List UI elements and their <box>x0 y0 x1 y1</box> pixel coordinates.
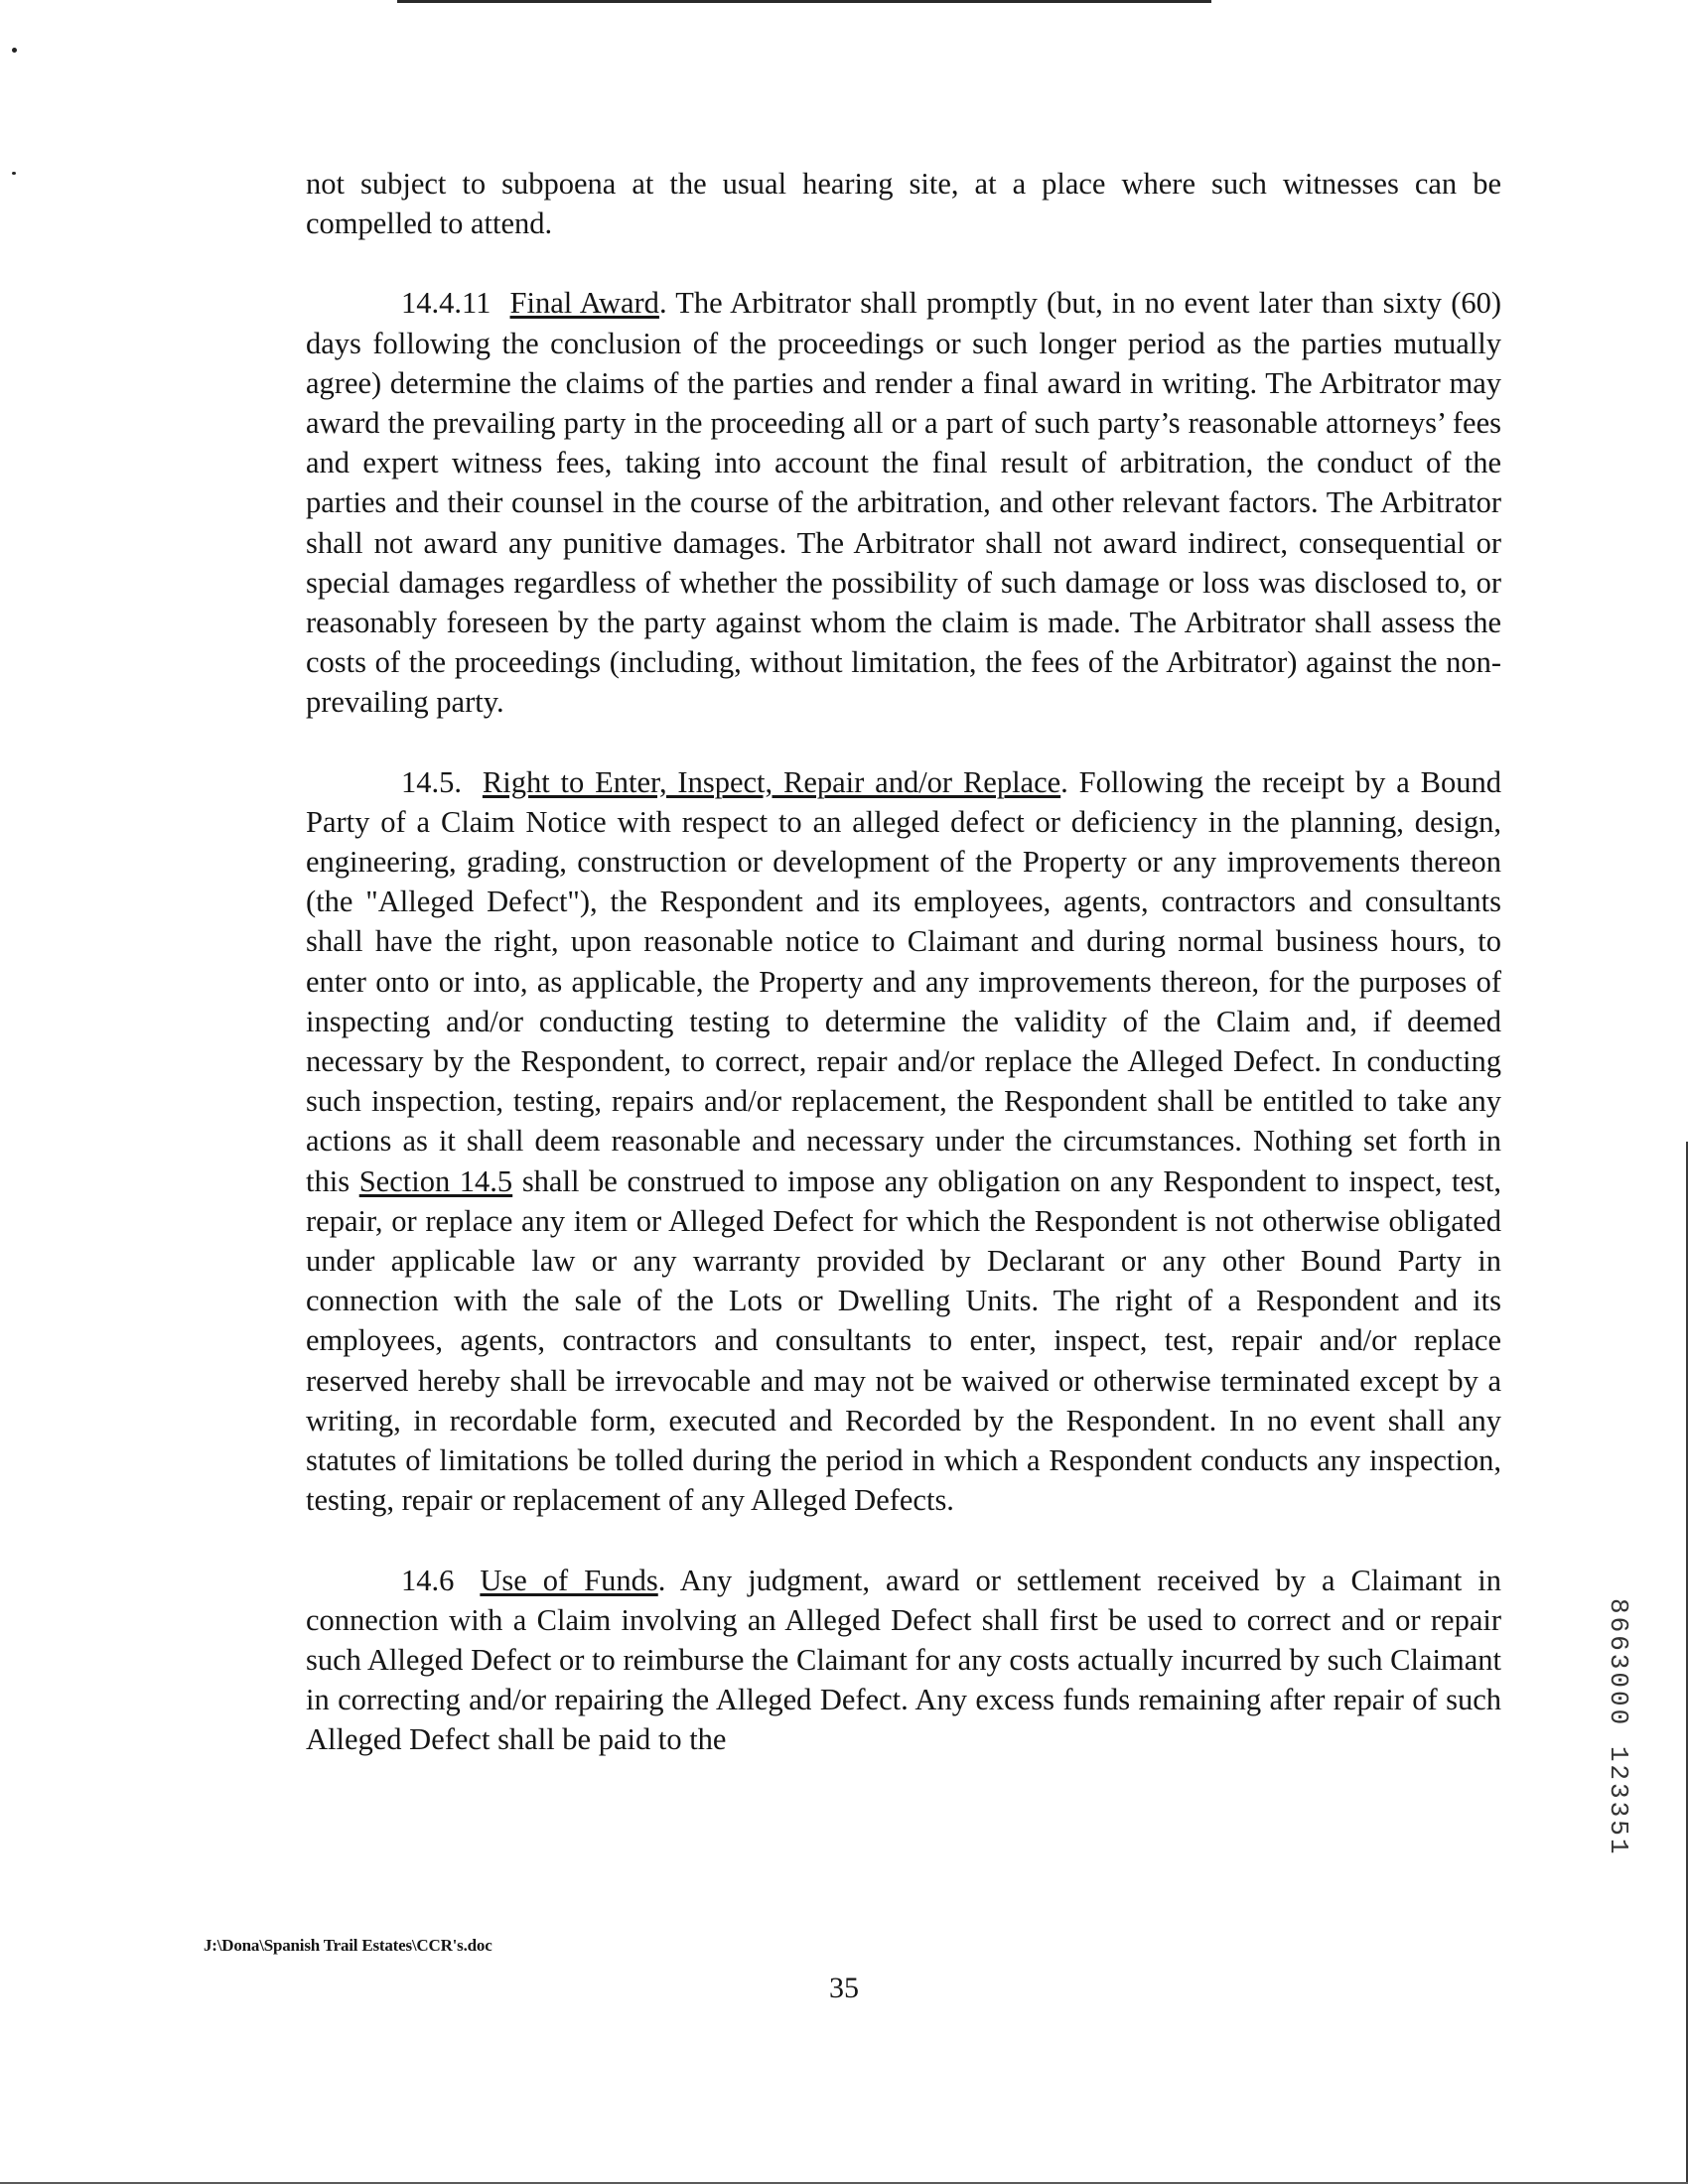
bates-number: 8663000 123351 <box>1604 1598 1633 1857</box>
opening-paragraph: not subject to subpoena at the usual hearing site, at a place where such witnesses can be compelled to attend. <box>306 167 1501 241</box>
section-title: Final Award <box>509 286 659 321</box>
section-14-5: 14.5. Right to Enter, Inspect, Repair and/or Replace. Following the receipt by a Bound Party of a Claim Notice with respect to an alleged defect or deficiency in the planning, design, engineering, grading, construction or development of the Property or any improvements thereon (the "Alleged Defect"), the Respondent and its employees, agents, contractors and consultants shall have the right, upon reasonable notice to Claimant and during normal business hours, to enter onto or into, as applicable, the Property and any improvements thereon, for the purposes of inspecting and/or conducting testing to determine the validity of the Claim and, if deemed necessary by the Respondent, to correct, repair and/or replace the Alleged Defect. In conducting such inspection, testing, repairs and/or replacement, the Respondent shall be entitled to take any actions as it shall deem reasonable and necessary under the circumstances. Nothing set forth in this Section 14.5 shall be construed to impose any obligation on any Respondent to inspect, test, repair, or replace any item or Alleged Defect for which the Respondent is not otherwise obligated under applicable law or any warranty provided by Declarant or any other Bound Party in connection with the sale of the Lots or Dwelling Units. The right of a Respondent and its employees, agents, contractors and consultants to enter, inspect, test, repair and/or replace reserved hereby shall be irrevocable and may not be waived or otherwise terminated except by a writing, in recordable form, executed and Recorded by the Respondent. In no event shall any statutes of limitations be tolled during the period in which a Respondent conducts any inspection, testing, repair or replacement of any Alleged Defects. <box>306 764 1502 1518</box>
section-cross-reference: Section 14.5 <box>358 1163 513 1198</box>
page-number: 35 <box>829 1972 859 2004</box>
top-edge-rule <box>397 0 1211 3</box>
footer-file-path: J:\Dona\Spanish Trail Estates\CCR's.doc <box>204 1936 492 1955</box>
section-text: Any judgment, award or settlement received by a Claimant in connection with a Claim involving an Alleged Defect shall first be used to correct and or repair such Alleged Defect or to reimburse the Claimant for any costs actually incurred by such Claimant in correcting and/or repairing the Alleged Defect. Any excess funds remaining after repair of such Alleged Defect shall be paid to the <box>306 1563 1502 1757</box>
section-number: 14.5. <box>401 764 462 799</box>
section-number: 14.4.11 <box>401 286 492 321</box>
section-text: The Arbitrator shall promptly (but, in no event later than sixty (60) days following the conclusion of the proceedings or such longer period as the parties mutually agree) determine the claims of the parties and render a final award in writing. The Arbitrator may award the prevailing party in the proceeding all or a part of such party’s reasonable attorneys’ fees and expert witness fees, taking into account the final result of arbitration, the conduct of the parties and their counsel in the course of the arbitration, and other relevant factors. The Arbitrator shall not award any punitive damages. The Arbitrator shall not award indirect, consequential or special damages regardless of whether the possibility of such damage or loss was disclosed to, or reasonably foreseen by the party against whom the claim is made. The Arbitrator shall assess the costs of the proceedings (including, without limitation, the fees of the Arbitrator) against the non-prevailing party. <box>306 286 1502 720</box>
section-title: Use of Funds <box>480 1563 658 1597</box>
document-body <box>306 164 1501 1800</box>
section-text: Following the receipt by a Bound Party of a Claim Notice with respect to an alleged defect or deficiency in the planning, design, engineering, grading, construction or development of the Property or any improvements thereon (the "Alleged Defect"), the Respondent and its employees, agents, contractors and consultants shall have the right, upon reasonable notice to Claimant and during normal business hours, to enter onto or into, as applicable, the Property and any improvements thereon, for the purposes of inspecting and/or conducting testing to determine the validity of the Claim and, if deemed necessary by the Respondent, to correct, repair and/or replace the Alleged Defect. In conducting such inspection, testing, repairs and/or replacement, the Respondent shall be entitled to take any actions as it shall deem reasonable and necessary under the circumstances. Nothing set forth in this <box>306 764 1502 1198</box>
section-number: 14.6 <box>401 1563 455 1597</box>
scan-speck <box>12 48 17 53</box>
section-14-6: 14.6 Use of Funds. Any judgment, award or settlement received by a Claimant in connection with a Claim involving an Alleged Defect shall first be used to correct and or repair such Alleged Defect or to reimburse the Claimant for any costs actually incurred by such Claimant in correcting and/or repairing the Alleged Defect. Any excess funds remaining after repair of such Alleged Defect shall be paid to the <box>306 1563 1502 1757</box>
section-14-4-11: 14.4.11 Final Award. The Arbitrator shall promptly (but, in no event later than sixty (60) days following the conclusion of the proceedings or such longer period as the parties mutually agree) determine the claims of the parties and render a final award in writing. The Arbitrator may award the prevailing party in the proceeding all or a part of such party’s reasonable attorneys’ fees and expert witness fees, taking into account the final result of arbitration, the conduct of the parties and their counsel in the course of the arbitration, and other relevant factors. The Arbitrator shall not award any punitive damages. The Arbitrator shall not award indirect, consequential or special damages regardless of whether the possibility of such damage or loss was disclosed to, or reasonably foreseen by the party against whom the claim is made. The Arbitrator shall assess the costs of the proceedings (including, without limitation, the fees of the Arbitrator) against the non-prevailing party. <box>306 286 1502 720</box>
section-text: shall be construed to impose any obligation on any Respondent to inspect, test, repair, or replace any item or Alleged Defect for which the Respondent is not otherwise obligated under applicable law or any warranty provided by Declarant or any other Bound Party in connection with the sale of the Lots or Dwelling Units. The right of a Respondent and its employees, agents, contractors and consultants to enter, inspect, test, repair and/or replace reserved hereby shall be irrevocable and may not be waived or otherwise terminated except by a writing, in recordable form, executed and Recorded by the Respondent. In no event shall any statutes of limitations be tolled during the period in which a Respondent conducts any inspection, testing, repair or replacement of any Alleged Defects. <box>306 1163 1501 1518</box>
section-title: Right to Enter, Inspect, Repair and/or Replace <box>482 764 1061 799</box>
scan-speck <box>12 172 16 175</box>
